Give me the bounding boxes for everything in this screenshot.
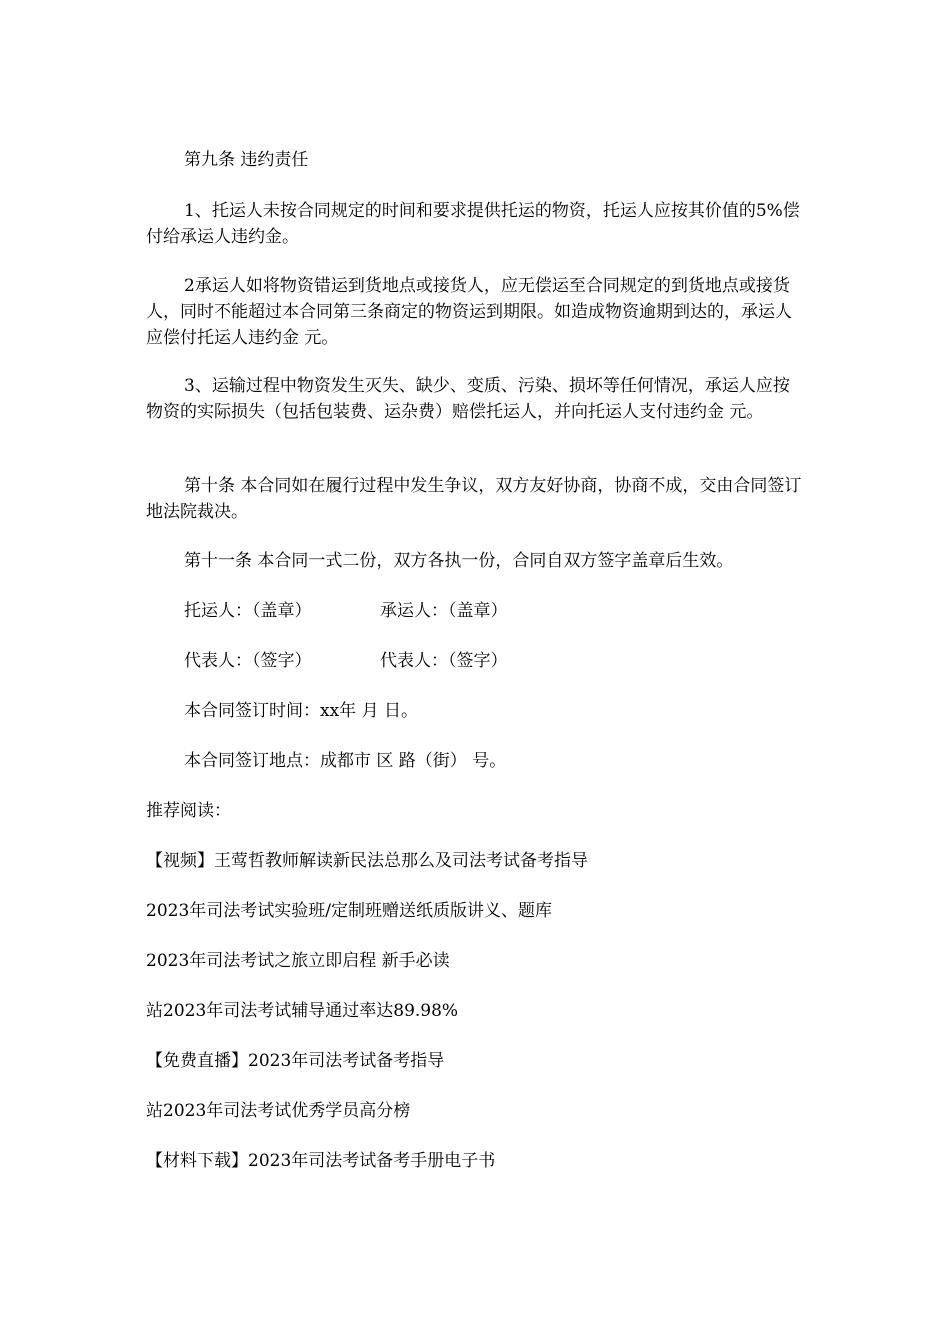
sign-place: 本合同签订地点：成都市 区 路（街） 号。 xyxy=(184,751,507,771)
shipper-rep: 代表人：（签字） xyxy=(184,651,312,671)
recommended-link[interactable]: 2023年司法考试实验班/定制班赠送纸质版讲义、题库 xyxy=(146,901,552,921)
carrier-seal: 承运人：（盖章） xyxy=(380,601,508,621)
recommended-link[interactable]: 站2023年司法考试辅导通过率达89.98% xyxy=(146,1001,459,1021)
recommended-link[interactable]: 【免费直播】2023年司法考试备考指导 xyxy=(146,1051,445,1071)
recommended-heading: 推荐阅读： xyxy=(146,801,231,821)
recommended-link[interactable]: 【材料下载】2023年司法考试备考手册电子书 xyxy=(146,1151,496,1171)
article9-title: 第九条 违约责任 xyxy=(184,150,309,170)
recommended-link[interactable]: 【视频】王莺哲教师解读新民法总那么及司法考试备考指导 xyxy=(146,851,588,871)
article11: 第十一条 本合同一式二份，双方各执一份，合同自双方签字盖章后生效。 xyxy=(184,551,734,571)
article10: 第十条 本合同如在履行过程中发生争议，双方友好协商，协商不成，交由合同签订地法院裁决。 xyxy=(146,476,802,522)
carrier-rep: 代表人：（签字） xyxy=(380,651,508,671)
sign-time: 本合同签订时间：xx年 月 日。 xyxy=(184,701,418,721)
recommended-link[interactable]: 站2023年司法考试优秀学员高分榜 xyxy=(146,1101,411,1121)
article9-item2: 2承运人如将物资错运到货地点或接货人，应无偿运至合同规定的到货地点或接货人，同时不能超过本合同第三条商定的物资运到期限。如造成物资逾期到达的，承运人应偿付托运人违约金 元。 xyxy=(146,276,792,348)
shipper-seal: 托运人：（盖章） xyxy=(184,601,312,621)
article9-item3: 3、运输过程中物资发生灭失、缺少、变质、污染、损坏等任何情况，承运人应按物资的实际损失（包括包装费、运杂费）赔偿托运人，并向托运人支付违约金 元。 xyxy=(146,376,790,422)
recommended-link[interactable]: 2023年司法考试之旅立即启程 新手必读 xyxy=(146,951,450,971)
article9-item1: 1、托运人未按合同规定的时间和要求提供托运的物资，托运人应按其价值的5%偿付给承运人违约金。 xyxy=(146,201,800,247)
